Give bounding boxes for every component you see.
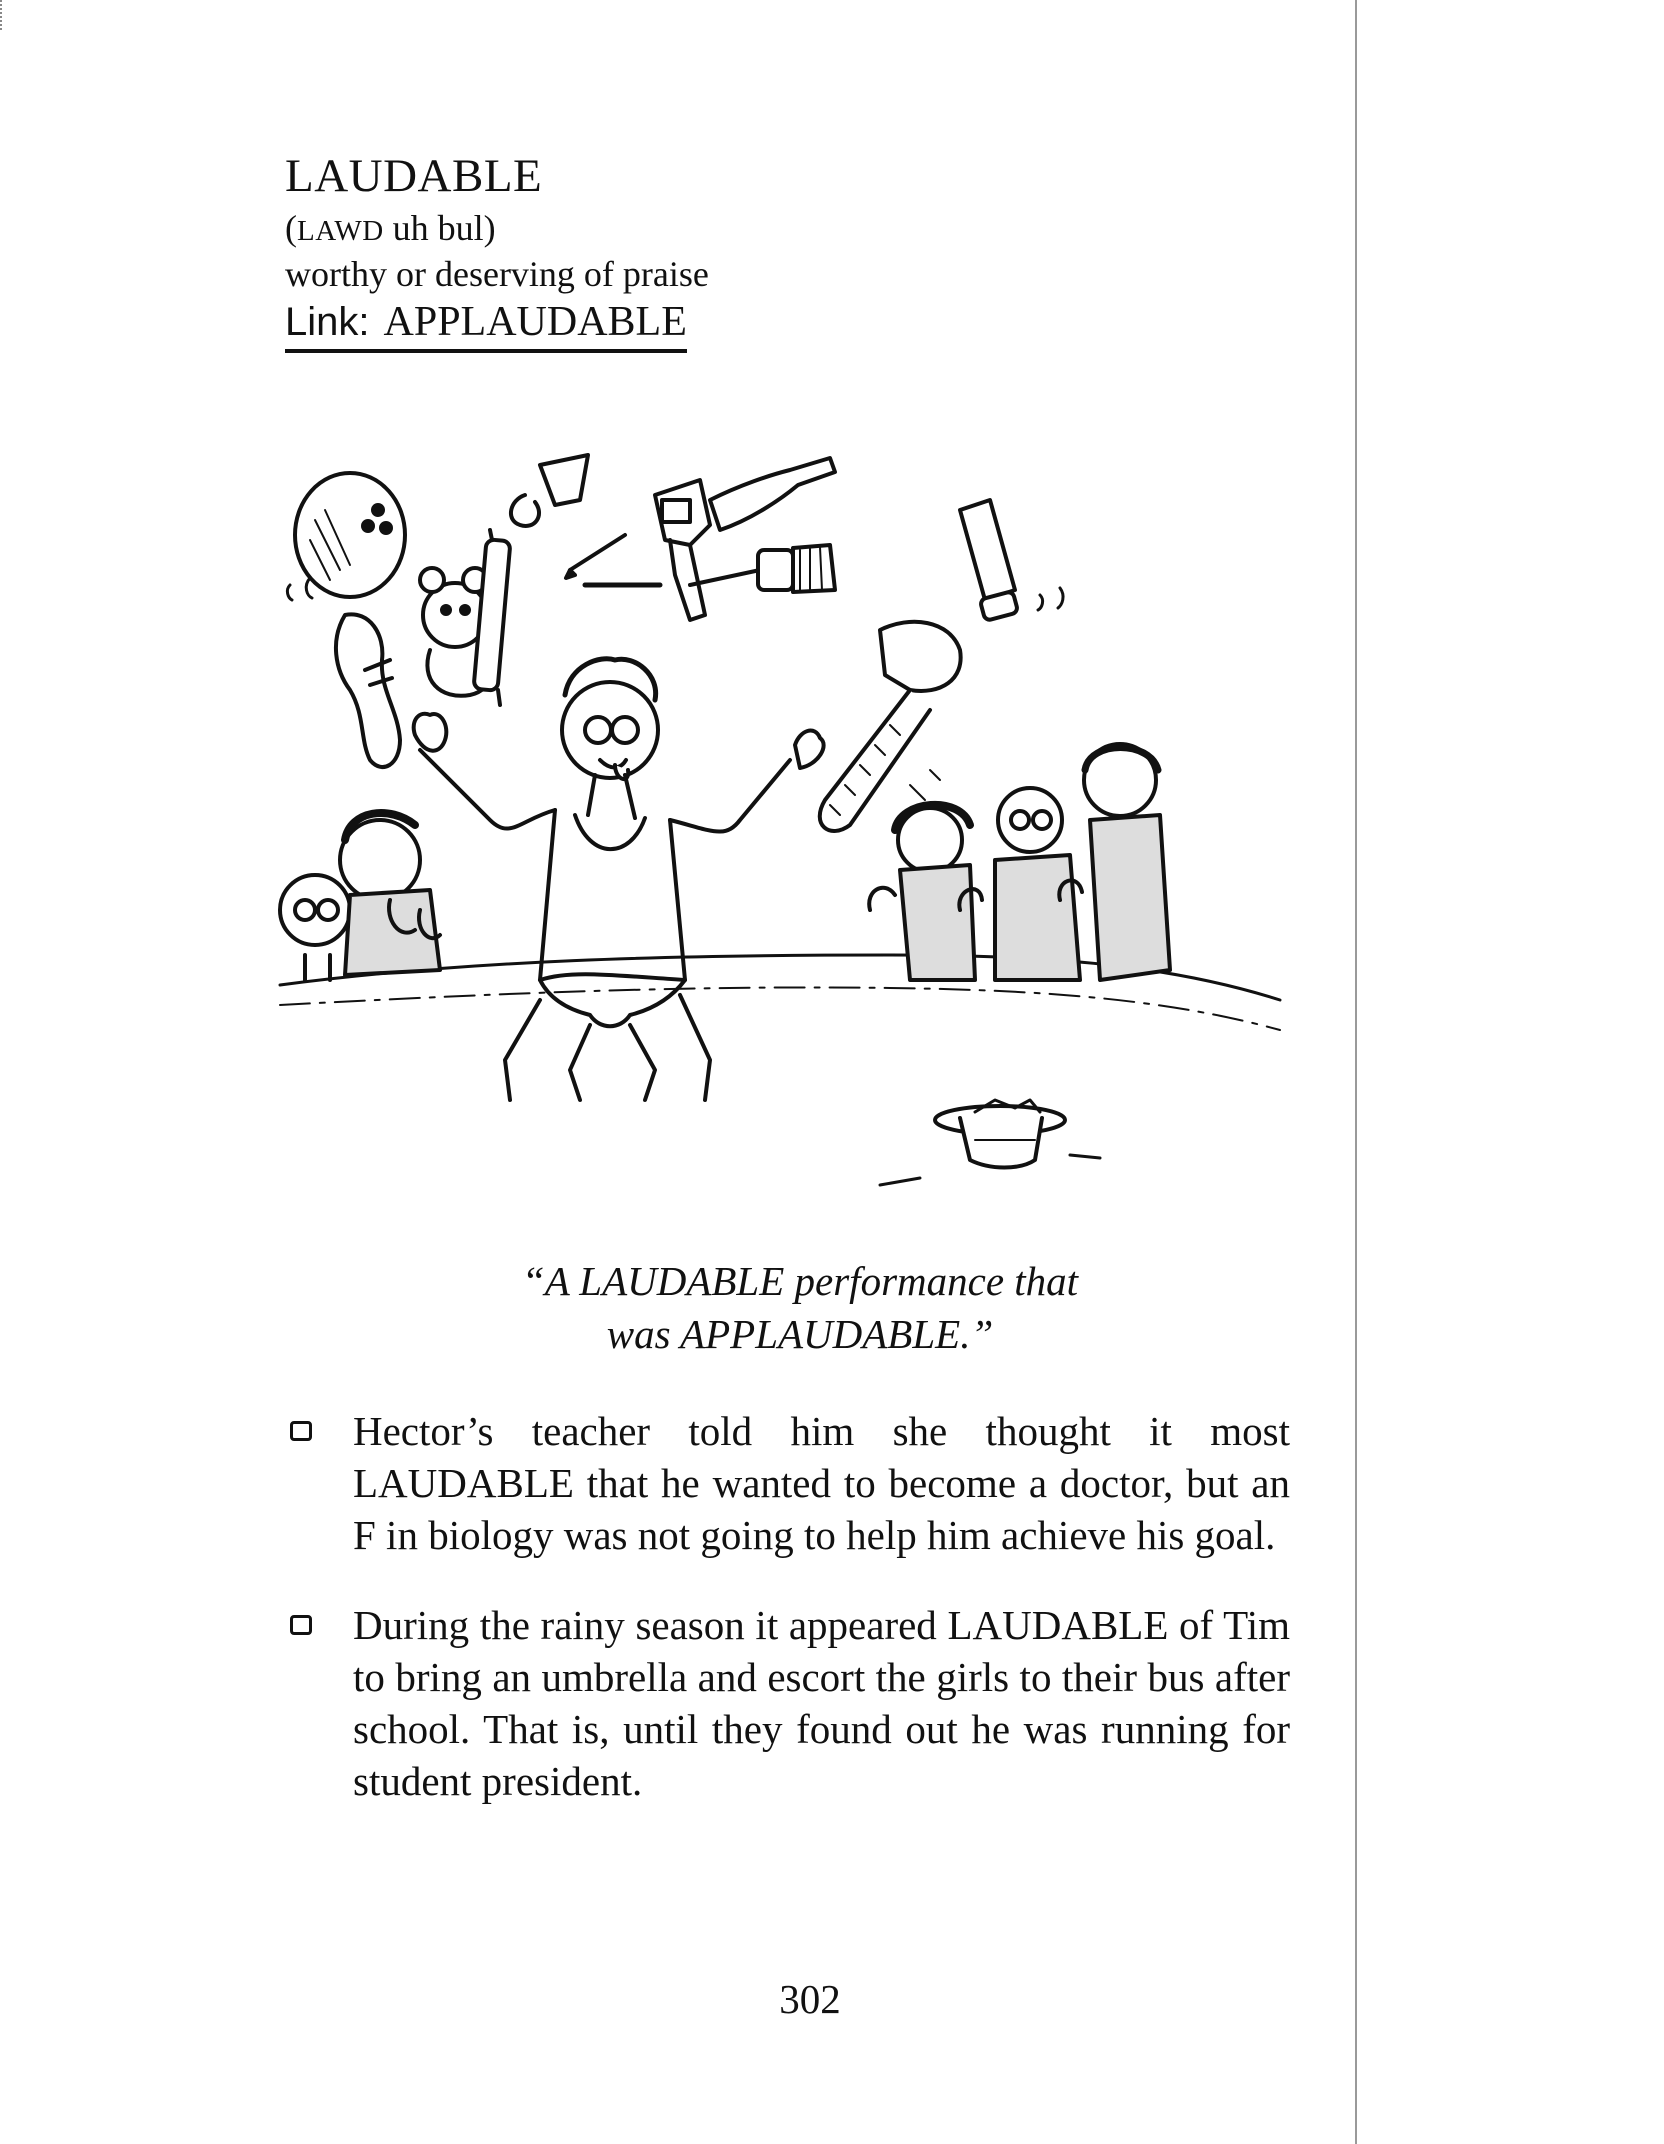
checkbox-icon: [290, 1615, 312, 1635]
example-sentences: [290, 1405, 1290, 1845]
rolling-pin-icon: [474, 530, 511, 705]
link-line: [285, 299, 687, 353]
example-text: During the rainy season it appeared LAUDABLE of Tim to bring an umbrella and escort the girls to their bus after school. That is, until they found out he was running for student president.: [353, 1602, 1290, 1804]
flower-pot-icon: [511, 455, 588, 526]
page-edge-rule: [1355, 0, 1357, 2144]
pencil-icon: [566, 535, 625, 578]
bottle-icon: [710, 458, 835, 530]
pronunciation-stressed: LAWD: [297, 214, 384, 247]
link-label: Link:: [285, 299, 370, 344]
checkbox-icon: [290, 1421, 312, 1441]
example-text: Hector’s teacher told him she thought it most LAUDABLE that he wanted to become a doctor, but an F in biology was not going to help him achieve his goal.: [353, 1408, 1290, 1558]
bowling-pin-icon: [336, 614, 400, 767]
example-item: [290, 1405, 1290, 1561]
headword: LAUDABLE: [285, 150, 543, 202]
tip-hat-icon: [880, 1100, 1100, 1185]
vocabulary-entry-header: [285, 150, 805, 353]
page-number: 302: [779, 1976, 841, 2022]
caption-line-1: “A LAUDABLE performance that: [521, 1258, 1079, 1304]
scan-corner-mark: [0, 0, 8, 30]
definition: worthy or deserving of praise: [285, 253, 709, 294]
juggler-cartoon: [270, 440, 1290, 1260]
juggler-figure: [414, 659, 824, 1100]
audience-right: [869, 744, 1170, 980]
example-item: [290, 1599, 1290, 1807]
caption-line-2: was APPLAUDABLE.”: [606, 1311, 994, 1358]
illustration-caption: [420, 1255, 1180, 1362]
pronunciation: [285, 207, 805, 250]
pronunciation-rest: uh bul): [383, 207, 496, 248]
paint-brush-icon: [690, 545, 835, 592]
chainsaw-icon: [820, 622, 961, 831]
bowling-ball-icon: [295, 473, 405, 597]
audience-left: [280, 813, 440, 980]
flashlight-icon: [960, 500, 1018, 621]
pronunciation-open: (: [285, 207, 297, 248]
link-word: APPLAUDABLE: [383, 298, 687, 345]
